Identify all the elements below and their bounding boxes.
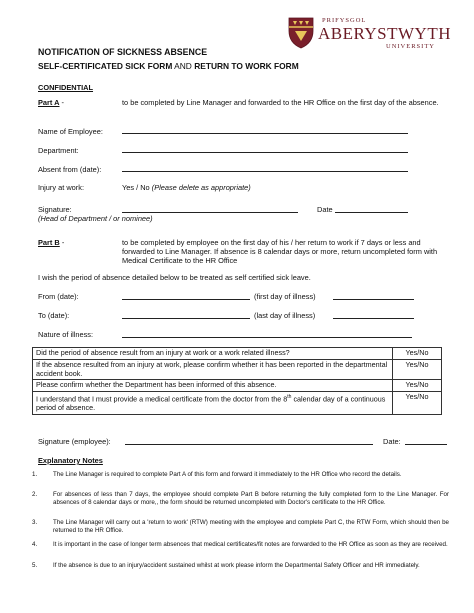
question-text-a: I understand that I must provide a medical certificate from the doctor from the 8 [36, 394, 288, 404]
signature-date-label: Date [317, 205, 333, 214]
question-answer[interactable]: Yes/No [393, 348, 442, 360]
injury-label: Injury at work: [38, 183, 85, 192]
nature-of-illness-field[interactable] [122, 337, 412, 338]
absent-from-field[interactable] [122, 171, 408, 172]
note-number: 4. [32, 541, 38, 548]
injury-note: (Please delete as appropriate) [151, 183, 251, 192]
from-date-label: From (date): [38, 292, 79, 301]
employee-signature-field[interactable] [125, 444, 373, 445]
part-a-dash: - [59, 98, 65, 107]
form-title: NOTIFICATION OF SICKNESS ABSENCE [38, 47, 208, 57]
part-a-label: Part A [38, 98, 60, 107]
last-day-note: (last day of illness) [254, 311, 316, 320]
department-label: Department: [38, 146, 79, 155]
note-text: The Line Manager is required to complete Part A of this form and forward it immediately to the HR Office who record the details. [53, 471, 402, 478]
question-text: If the absence resulted from an injury at work, please confirm whether it has been reported in the departmental accident book. [33, 359, 393, 380]
question-answer[interactable]: Yes/No [393, 359, 442, 380]
employee-name-label: Name of Employee: [38, 127, 103, 136]
wish-statement: I wish the period of absence detailed below to be treated as self certified sick leave. [38, 273, 311, 282]
part-b-instruction: to be completed by employee on the first day of his / her return to work if 7 days or less and forwarded to Line Manager. If absence is 8 calendar days or more, return uncompleted form with Medical Certificate to the HR Office [122, 238, 438, 266]
note-text: For absences of less than 7 days, the employee should complete Part B before returning the fully completed form to the Line Manager. For absences of 8 calendar days or more,, the form should be returned uncompleted with Doctor's certificate to the HR Office. [53, 491, 449, 506]
question-answer[interactable]: Yes/No [393, 380, 442, 392]
confidential-label: CONFIDENTIAL [38, 83, 94, 92]
last-day-field[interactable] [333, 318, 414, 319]
logo-line1: PRIFYSGOL [322, 17, 367, 24]
employee-name-field[interactable] [122, 133, 408, 134]
part-b-dash: - [59, 238, 65, 247]
injury-value[interactable] [122, 183, 251, 192]
form-subtitle [38, 61, 299, 71]
note-text: It is important in the case of longer term absences that medical certificates/fit notes are forwarded to the HR Office as soon as they are received. [53, 541, 448, 548]
to-date-field[interactable] [122, 318, 250, 319]
note-number: 2. [32, 491, 38, 498]
employee-date-field[interactable] [405, 444, 447, 445]
signature-field[interactable] [122, 212, 298, 213]
question-text: Please confirm whether the Department has been informed of this absence. [33, 380, 393, 392]
department-field[interactable] [122, 152, 408, 153]
employee-signature-label: Signature (employee): [38, 437, 111, 446]
head-of-department-note: (Head of Department / or nominee) [38, 214, 153, 223]
employee-date-label: Date: [383, 437, 401, 446]
note-number: 1. [32, 471, 38, 478]
subtitle-part1: SELF-CERTIFICATED SICK FORM [38, 61, 173, 71]
injury-yes-no[interactable]: Yes / No [122, 183, 150, 192]
question-text: Did the period of absence result from an injury at work or a work related illness? [33, 348, 393, 360]
signature-date-field[interactable] [335, 212, 408, 213]
nature-of-illness-label: Nature of illness: [38, 330, 94, 339]
table-row [33, 359, 442, 380]
crest-icon [288, 17, 314, 49]
note-number: 3. [32, 519, 38, 526]
subtitle-part2: RETURN TO WORK FORM [194, 61, 299, 71]
subtitle-and: AND [172, 61, 195, 71]
logo-line2: ABERYSTWYTH [318, 24, 451, 43]
signature-label: Signature: [38, 205, 72, 214]
questions-table [32, 347, 442, 415]
university-logo [288, 17, 451, 53]
absent-from-label: Absent from (date): [38, 165, 102, 174]
notes-heading: Explanatory Notes [38, 456, 103, 465]
note-text: The Line Manager will carry out a 'return to work' (RTW) meeting with the employee and complete Part C, the RTW Form, which should then be returned to the HR Office. [53, 519, 449, 534]
note-text: If the absence is due to an injury/accident sustained whilst at work please inform the Departmental Safety Officer and HR immediately. [53, 562, 420, 569]
from-date-field[interactable] [122, 299, 250, 300]
first-day-note: (first day of illness) [254, 292, 316, 301]
logo-line3: UNIVERSITY [386, 43, 435, 50]
table-row [33, 380, 442, 392]
part-b-heading [38, 238, 64, 247]
part-a-instruction: to be completed by Line Manager and forwarded to the HR Office on the first day of the absence. [122, 98, 439, 107]
part-a-heading [38, 98, 64, 107]
question-answer[interactable]: Yes/No [393, 392, 442, 415]
question-text [33, 392, 393, 415]
to-date-label: To (date): [38, 311, 70, 320]
first-day-field[interactable] [333, 299, 414, 300]
note-number: 5. [32, 562, 38, 569]
part-b-label: Part B [38, 238, 60, 247]
question-sup: th [287, 394, 292, 401]
table-row [33, 392, 442, 415]
table-row [33, 348, 442, 360]
question-text-b: calendar day of a continuous period of absence. [36, 394, 386, 413]
